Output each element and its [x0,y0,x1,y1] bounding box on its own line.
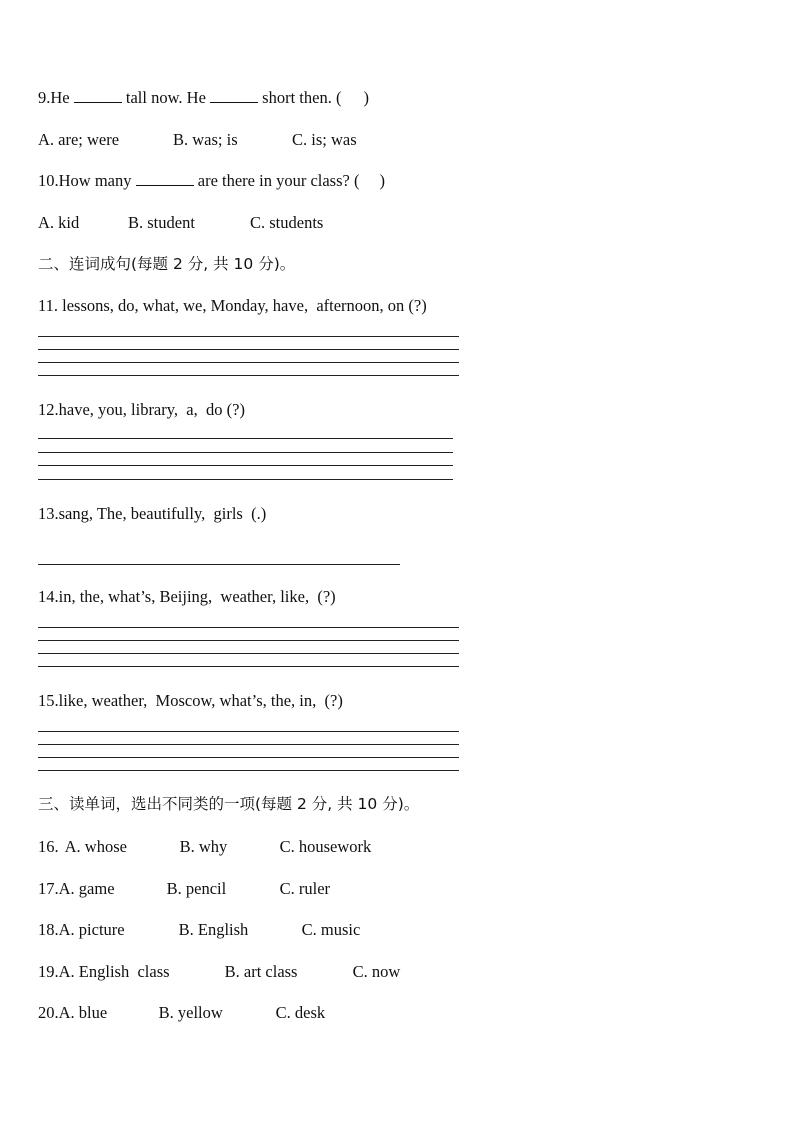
answer-line[interactable] [38,479,453,480]
answer-line[interactable] [38,349,459,350]
question-number: 16. [38,837,59,856]
question-18 [38,920,360,940]
answer-line[interactable] [38,452,453,453]
answer-line[interactable] [38,770,459,771]
question-10: 10.How many are there in your class? ( ) [38,171,385,190]
answer-line[interactable] [38,627,459,628]
option-a[interactable]: A. kid [38,213,80,232]
answer-line[interactable] [38,336,459,337]
answer-blank[interactable] [74,88,122,103]
option-a[interactable]: A. picture [58,920,125,939]
question-9: 9.He tall now. He short then. ( ) [38,88,369,107]
option-a[interactable]: A. English class [58,962,170,981]
option-b[interactable]: B. was; is [173,130,238,149]
answer-line[interactable] [38,653,459,654]
option-c[interactable]: C. housework [279,837,372,856]
question-number: 19. [38,962,59,981]
section-heading-3: 三、读单词，选出不同类的一项(每题 2 分, 共 10 分)。 [38,795,420,813]
answer-blank[interactable] [210,88,258,103]
answer-line[interactable] [38,465,453,466]
question-19 [38,962,400,982]
question-number: 17. [38,879,59,898]
answer-line[interactable] [38,757,459,758]
question-16 [38,837,371,857]
option-b[interactable]: B. art class [224,962,298,981]
option-b[interactable]: B. pencil [166,879,227,898]
question-number: 10. [38,171,59,190]
option-a[interactable]: A. game [58,879,115,898]
option-b[interactable]: B. yellow [158,1003,223,1022]
answer-blank[interactable] [136,171,194,186]
option-c[interactable]: C. is; was [292,130,357,149]
option-b[interactable]: B. why [179,837,228,856]
answer-line[interactable] [38,640,459,641]
option-c[interactable]: C. students [250,213,324,232]
answer-line[interactable] [38,731,459,732]
option-b[interactable]: B. student [128,213,195,232]
question-11: 11. lessons, do, what, we, Monday, have, afternoon, on (?) [38,296,427,315]
section-heading-2: 二、连词成句(每题 2 分, 共 10 分)。 [38,255,296,273]
option-c[interactable]: C. music [301,920,361,939]
question-number: 18. [38,920,59,939]
answer-line[interactable] [38,564,400,565]
question-15: 15.like, weather, Moscow, what’s, the, in, (?) [38,691,343,710]
question-20 [38,1003,325,1023]
answer-line[interactable] [38,438,453,439]
question-13: 13.sang, The, beautifully, girls (.) [38,504,267,523]
option-a[interactable]: A. whose [64,837,127,856]
option-a[interactable]: A. blue [58,1003,108,1022]
option-c[interactable]: C. ruler [279,879,331,898]
option-a[interactable]: A. are; were [38,130,120,149]
question-17 [38,879,330,899]
answer-line[interactable] [38,375,459,376]
answer-line[interactable] [38,744,459,745]
question-number: 20. [38,1003,59,1022]
option-c[interactable]: C. desk [275,1003,326,1022]
question-14: 14.in, the, what’s, Beijing, weather, like, (?) [38,587,336,606]
options-10 [38,213,323,233]
option-c[interactable]: C. now [352,962,401,981]
option-b[interactable]: B. English [178,920,249,939]
answer-line[interactable] [38,666,459,667]
answer-line[interactable] [38,362,459,363]
question-12: 12.have, you, library, a, do (?) [38,400,245,419]
options-9 [38,130,357,150]
question-number: 9. [38,88,51,107]
